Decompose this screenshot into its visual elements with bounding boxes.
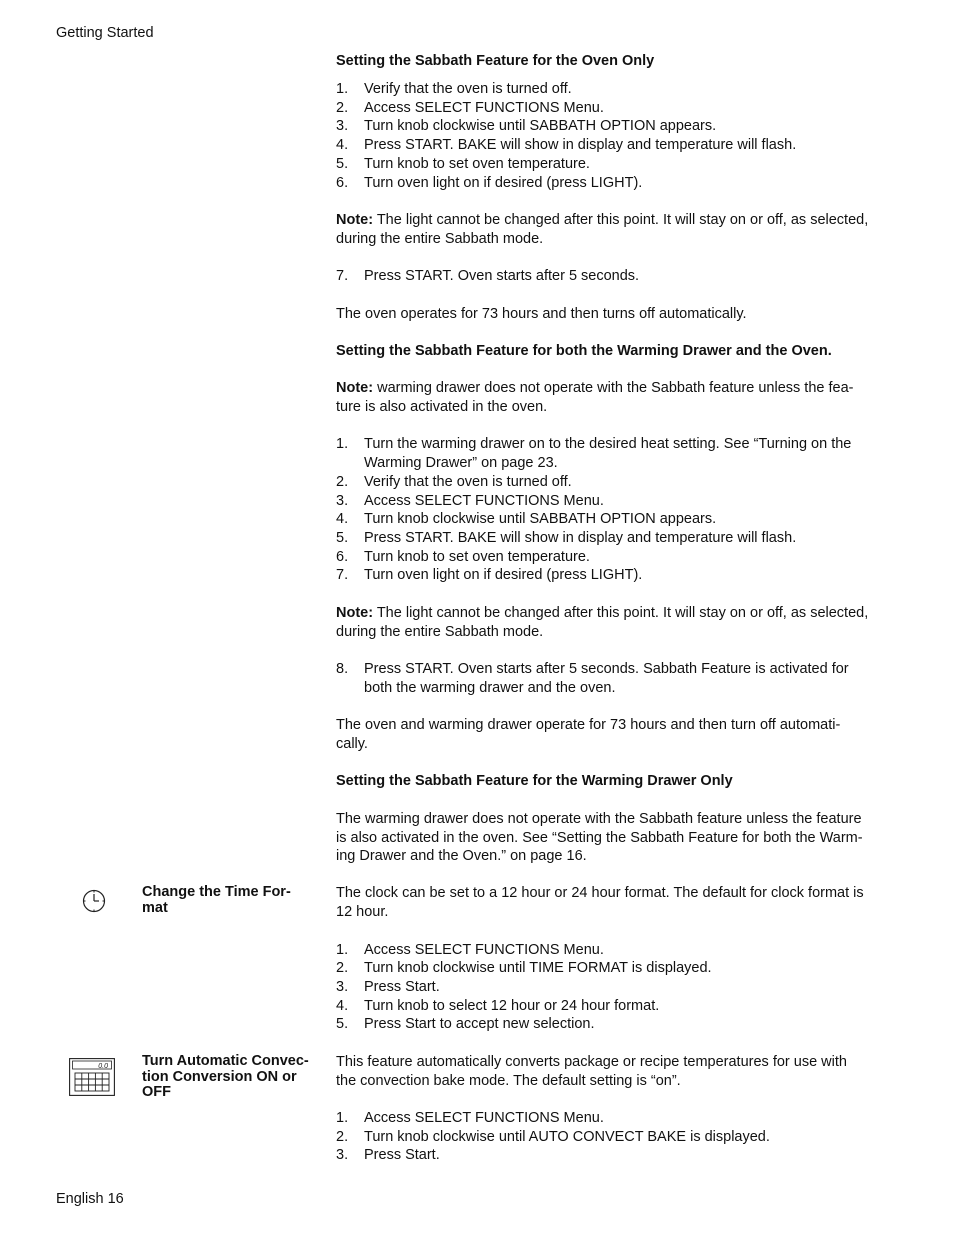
- body-paragraph: The clock can be set to a 12 hour or 24 hour format. The default for clock format is 12 hour.: [336, 885, 864, 920]
- list-item: 6. Turn oven light on if desired (press LIGHT).: [336, 175, 643, 191]
- list-item: 3. Turn knob clockwise until SABBATH OPTION appears.: [336, 118, 717, 134]
- body-paragraph: This feature automatically converts package or recipe temperatures for use with the convection bake mode. The default setting is “on”.: [336, 1054, 847, 1089]
- list-item: 5. Press START. BAKE will show in display and temperature will flash.: [336, 530, 797, 546]
- body-paragraph: The warming drawer does not operate with the Sabbath feature unless the feature is also activated in the oven. See “Setting the Sabbath Feature for both the Warm- ing Drawer and the Oven.” on page 16.: [336, 811, 863, 865]
- side-heading-auto-convect: Turn Automatic Convec- tion Conversion ON or OFF: [142, 1053, 309, 1100]
- list-item: 1. Access SELECT FUNCTIONS Menu.: [336, 942, 604, 958]
- list-item: 4. Turn knob clockwise until SABBATH OPTION appears.: [336, 511, 717, 527]
- page-header: Getting Started: [56, 25, 154, 41]
- note-paragraph: Note: warming drawer does not operate with the Sabbath feature unless the fea- ture is also activated in the oven.: [336, 380, 854, 415]
- clock-icon: [82, 889, 106, 913]
- list-item: 2. Access SELECT FUNCTIONS Menu.: [336, 100, 604, 116]
- list-item: 3. Access SELECT FUNCTIONS Menu.: [336, 493, 604, 509]
- list-item: 1. Access SELECT FUNCTIONS Menu.: [336, 1110, 604, 1126]
- list-item: 3. Press Start.: [336, 979, 440, 995]
- list-item: 4. Press START. BAKE will show in display and temperature will flash.: [336, 137, 797, 153]
- page-footer: English 16: [56, 1191, 124, 1207]
- note-paragraph: Note: The light cannot be changed after this point. It will stay on or off, as selected, during the entire Sabbath mode.: [336, 605, 869, 640]
- list-item: 5. Press Start to accept new selection.: [336, 1016, 595, 1032]
- list-item: 8. Press START. Oven starts after 5 seconds. Sabbath Feature is activated for both the warming drawer and the oven.: [336, 661, 849, 696]
- section-title-drawer-only: Setting the Sabbath Feature for the Warming Drawer Only: [336, 773, 733, 789]
- list-item: 7. Press START. Oven starts after 5 seconds.: [336, 268, 640, 284]
- list-item: 2. Verify that the oven is turned off.: [336, 474, 572, 490]
- list-item: 2. Turn knob clockwise until AUTO CONVECT BAKE is displayed.: [336, 1129, 770, 1145]
- control-panel-icon: [69, 1058, 115, 1096]
- body-paragraph: The oven and warming drawer operate for 73 hours and then turn off automati- cally.: [336, 717, 841, 752]
- body-paragraph: The oven operates for 73 hours and then turns off automatically.: [336, 306, 747, 322]
- list-item: 6. Turn knob to set oven temperature.: [336, 549, 590, 565]
- section-title-oven-only: Setting the Sabbath Feature for the Oven Only: [336, 53, 655, 69]
- list-item: 5. Turn knob to set oven temperature.: [336, 156, 590, 172]
- side-heading-time-format: Change the Time For- mat: [142, 884, 291, 916]
- panel-display-text: 0.0: [98, 1062, 108, 1070]
- list-item: 1. Turn the warming drawer on to the desired heat setting. See “Turning on the Warming Drawer” on page 23.: [336, 436, 852, 471]
- list-item: 3. Press Start.: [336, 1147, 440, 1163]
- list-item: 2. Turn knob clockwise until TIME FORMAT is displayed.: [336, 960, 712, 976]
- section-title-both: Setting the Sabbath Feature for both the Warming Drawer and the Oven.: [336, 343, 832, 359]
- list-item: 4. Turn knob to select 12 hour or 24 hour format.: [336, 998, 660, 1014]
- list-item: 7. Turn oven light on if desired (press LIGHT).: [336, 567, 643, 583]
- note-paragraph: Note: The light cannot be changed after this point. It will stay on or off, as selected, during the entire Sabbath mode.: [336, 212, 869, 247]
- list-item: 1. Verify that the oven is turned off.: [336, 81, 572, 97]
